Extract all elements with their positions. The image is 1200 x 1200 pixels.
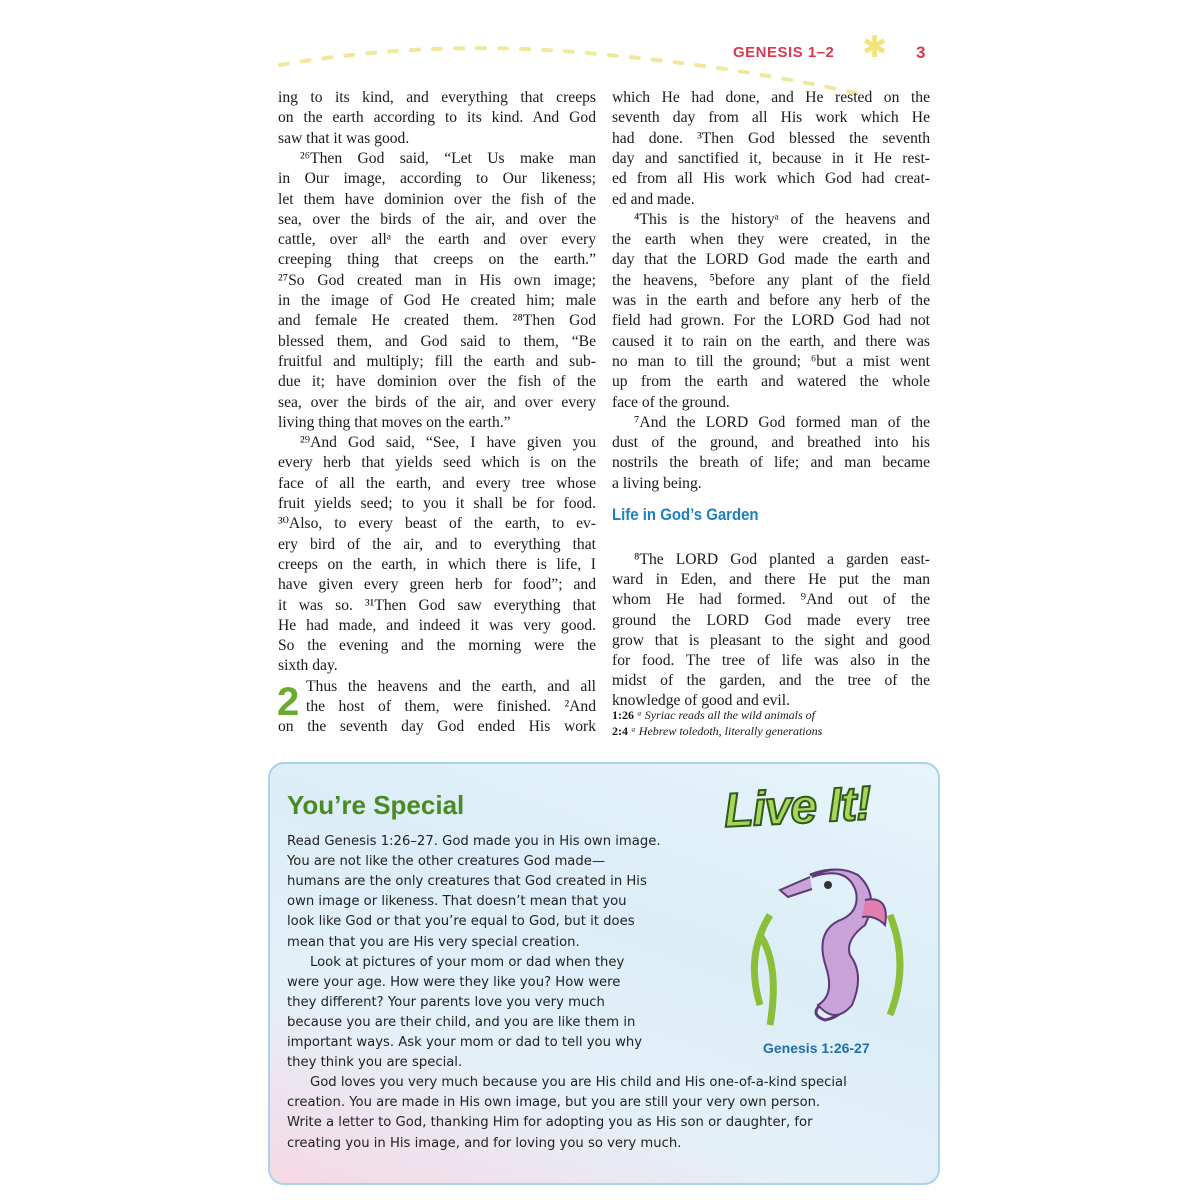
feature-text-line: own image or likeness. That doesn’t mean that you: [287, 894, 627, 910]
feature-text-line: they different? Your parents love you very much: [287, 994, 605, 1010]
text-line: Thus the heavens and the earth, and all: [306, 677, 596, 695]
text-line: ed and made.: [612, 190, 695, 208]
footnote-text: ᵃ Syriac reads all the wild animals of: [637, 708, 815, 722]
text-line: ⁴This is the historyᵃ of the heavens and: [634, 210, 930, 228]
footnote-text: ᵃ Hebrew toledoth, literally generations: [631, 724, 823, 738]
text-line: for food. The tree of life was also in the: [612, 652, 930, 669]
feature-text-line: humans are the only creatures that God created in His: [287, 874, 647, 890]
left-column: [278, 88, 596, 748]
text-line: every herb that yields seed which is on the: [278, 454, 596, 472]
text-line: fruit yields seed; to you it shall be for food.: [278, 495, 596, 512]
feature-text-line: important ways. Ask your mom or dad to tell you why: [287, 1035, 643, 1050]
text-line: day and sanctified it, because in it He rest-: [612, 149, 930, 167]
text-line: sixth day.: [278, 657, 338, 675]
text-line: whom He had formed. ⁹And out of the: [612, 591, 930, 609]
text-line: He had made, and indeed it was very good.: [278, 616, 596, 634]
text-line: field had grown. For the LORD God had not: [612, 312, 930, 330]
feature-caption: Genesis 1:26-27: [763, 1040, 870, 1056]
text-line: blessed them, and God said to them, “Be: [278, 332, 596, 350]
feature-text-line: creation. You are made in His own image, but you are still your very own person.: [287, 1095, 821, 1111]
feature-text-line: You are not like the other creatures God made—: [287, 854, 606, 870]
text-line: living thing that moves on the earth.”: [278, 413, 511, 431]
feature-text-line: creating you in His image, and for loving you so very much.: [287, 1135, 682, 1151]
text-line: let them have dominion over the fish of the: [278, 190, 596, 208]
text-line: ed from all His work which God had creat-: [612, 170, 930, 188]
text-line: ground the LORD God made every tree: [612, 611, 930, 629]
text-line: dust of the ground, and breathed into his: [612, 434, 930, 452]
text-line: creeping thing that creeps on the earth.”: [278, 251, 596, 269]
text-line: the host of them, were finished. ²And: [306, 698, 596, 715]
text-line: due it; have dominion over the fish of the: [278, 373, 596, 391]
text-line: creeps on the earth, in which there is life, I: [278, 555, 596, 573]
feature-text-line: because you are their child, and you are like them in: [287, 1014, 636, 1030]
text-line: the heavens, ⁵before any plant of the field: [612, 271, 930, 289]
text-line: have given every green herb for food”; and: [278, 576, 596, 594]
text-line: on the seventh day God ended His work: [278, 718, 596, 736]
feature-text-line: look like God or that you’re equal to God, but it does: [287, 914, 635, 930]
text-line: ery bird of the air, and to everything that: [278, 535, 596, 553]
feature-text-line: Read Genesis 1:26–27. God made you in His own image.: [287, 834, 661, 849]
text-line: So the evening and the morning were the: [278, 637, 596, 655]
text-line: ing to its kind, and everything that creeps: [278, 89, 596, 106]
text-line: ³⁰Also, to every beast of the earth, to ev-: [278, 515, 596, 533]
feature-text-line: Write a letter to God, thanking Him for adopting you as His son or daughter, for: [287, 1115, 813, 1131]
running-head: GENESIS 1–2: [733, 44, 835, 61]
text-line: a living being.: [612, 474, 702, 492]
star-icon: ✱: [862, 31, 888, 64]
seahorse-illustration-icon: [740, 855, 920, 1030]
footnote: [612, 724, 822, 739]
text-line: sea, over the birds of the air, and over the: [278, 210, 596, 228]
text-line: up from the earth and watered the whole: [612, 373, 930, 391]
text-line: midst of the garden, and the tree of the: [612, 672, 930, 690]
live-it-logo: Live It!: [722, 777, 872, 838]
text-line: no man to till the ground; ⁶but a mist went: [612, 352, 930, 370]
footnote-ref: 1:26: [612, 708, 634, 722]
text-line: which He had done, and He rested on the: [612, 89, 930, 106]
text-line: cattle, over allᵃ the earth and over every: [278, 231, 596, 249]
text-line: ⁷And the LORD God formed man of the: [634, 413, 930, 431]
text-line: face of the ground.: [612, 393, 730, 411]
text-line: ⁸The LORD God planted a garden east-: [634, 551, 930, 568]
section-heading: Life in God’s Garden: [612, 505, 759, 524]
text-line: was in the earth and before any herb of the: [612, 292, 930, 309]
footnote: [612, 708, 815, 723]
feature-text-line: God loves you very much because you are His child and His one-of-a-kind special: [310, 1075, 847, 1091]
text-line: ²⁶Then God said, “Let Us make man: [300, 149, 596, 167]
text-line: on the earth according to its kind. And God: [278, 109, 596, 127]
chapter-number: 2: [277, 680, 300, 724]
text-line: ²⁷So God created man in His own image;: [278, 271, 596, 289]
feature-title: You’re Special: [287, 790, 465, 820]
text-line: had done. ³Then God blessed the seventh: [612, 129, 930, 147]
text-line: ward in Eden, and there He put the man: [612, 571, 930, 589]
feature-text-line: mean that you are His very special creation.: [287, 934, 580, 950]
text-line: face of all the earth, and every tree whose: [278, 474, 596, 492]
text-line: sea, over the birds of the air, and over every: [278, 393, 596, 411]
text-line: grow that is pleasant to the sight and good: [612, 631, 930, 649]
page-number: 3: [916, 43, 926, 62]
text-line: it was so. ³¹Then God saw everything that: [278, 596, 596, 614]
text-line: fruitful and multiply; fill the earth and sub-: [278, 352, 596, 370]
text-line: nostrils the breath of life; and man became: [612, 454, 930, 472]
text-line: ²⁹And God said, “See, I have given you: [300, 434, 596, 452]
feature-text-line: Look at pictures of your mom or dad when they: [310, 954, 625, 970]
text-line: seventh day from all His work which He: [612, 109, 930, 127]
text-line: caused it to rain on the earth, and there was: [612, 332, 930, 350]
text-line: knowledge of good and evil.: [612, 692, 790, 710]
text-line: in the image of God He created him; male: [278, 292, 596, 309]
right-column: [612, 88, 930, 508]
text-line: the earth when they were created, in the: [612, 231, 930, 249]
text-line: day that the LORD God made the earth and: [612, 251, 930, 269]
footnote-ref: 2:4: [612, 724, 628, 738]
text-line: in Our image, according to Our likeness;: [278, 170, 596, 188]
feature-text-line: they think you are special.: [287, 1055, 463, 1071]
feature-text-line: were your age. How were they like you? How were: [287, 974, 621, 990]
text-line: saw that it was good.: [278, 129, 410, 147]
text-line: and female He created them. ²⁸Then God: [278, 312, 596, 330]
right-column-continued: [612, 550, 930, 720]
